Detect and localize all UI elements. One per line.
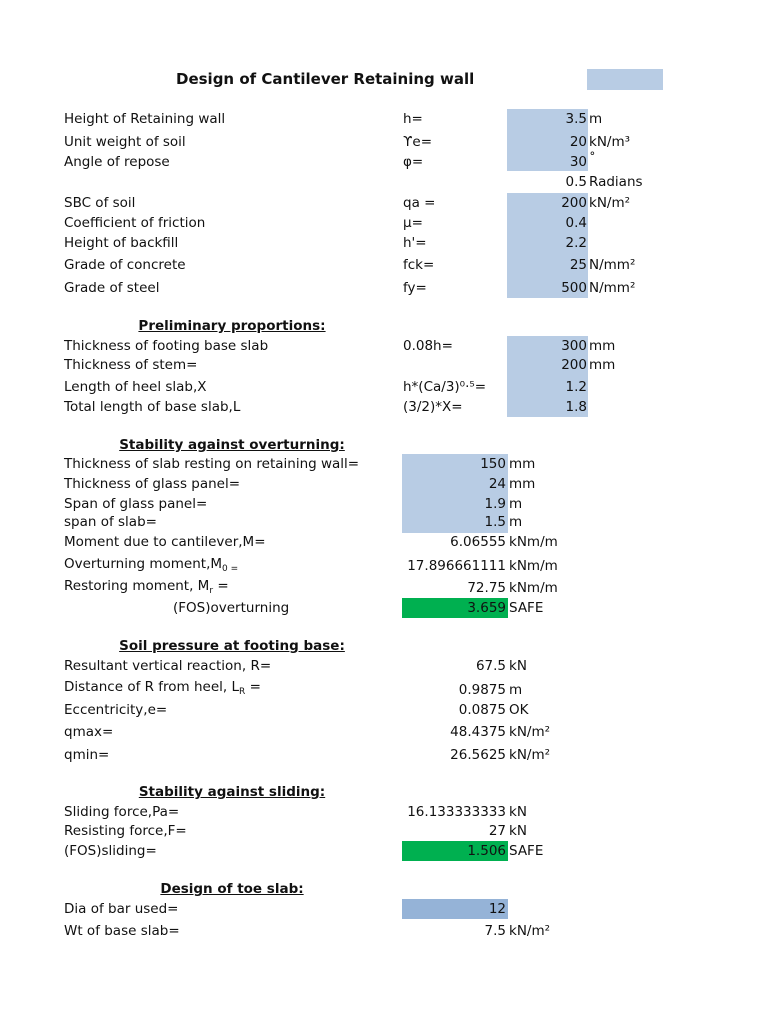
- row-symbol: qa =: [403, 195, 436, 211]
- section-heading: Soil pressure at footing base:: [119, 638, 345, 654]
- row-label: Height of Retaining wall: [64, 111, 226, 127]
- row-value[interactable]: 1.9: [484, 496, 506, 512]
- row-unit: m: [509, 514, 523, 530]
- row-unit: kN: [509, 804, 527, 820]
- row-unit: kNm/m: [509, 534, 558, 550]
- section-heading: Preliminary proportions:: [138, 318, 326, 334]
- row-label: Wt of base slab=: [64, 923, 180, 939]
- row-value[interactable]: 24: [488, 476, 506, 492]
- input-value[interactable]: 200: [561, 195, 587, 211]
- fos-overturning-label: (FOS)overturning: [173, 600, 290, 616]
- row-label: Dia of bar used=: [64, 901, 179, 917]
- restoring-moment-label: [64, 578, 229, 596]
- row-symbol: fck=: [403, 257, 435, 273]
- row-symbol: (3/2)*X=: [403, 399, 463, 415]
- row-symbol: h=: [403, 111, 423, 127]
- distance-subscript: R: [239, 687, 246, 697]
- row-symbol: φ=: [403, 154, 424, 170]
- overturning-moment-subscript: 0 =: [222, 564, 239, 574]
- row-label: span of slab=: [64, 514, 157, 530]
- row-label: Thickness of stem=: [64, 357, 198, 373]
- fos-overturning-status: SAFE: [509, 600, 544, 616]
- row-label: qmin=: [64, 747, 110, 763]
- row-unit: kNm/m: [509, 580, 558, 596]
- overturning-moment-value: 17.896661111: [407, 558, 506, 574]
- row-value[interactable]: 1.8: [565, 399, 587, 415]
- distance-label: [64, 679, 261, 697]
- fos-sliding-label: (FOS)sliding=: [64, 843, 157, 859]
- row-label: Height of backfill: [64, 235, 179, 251]
- section-heading: Stability against sliding:: [138, 784, 326, 800]
- row-unit: kN/m²: [509, 923, 551, 939]
- input-value[interactable]: 2.2: [565, 235, 587, 251]
- row-label: Unit weight of soil: [64, 134, 186, 150]
- row-symbol: fy=: [403, 280, 427, 296]
- row-label: SBC of soil: [64, 195, 136, 211]
- row-value[interactable]: 200: [561, 357, 587, 373]
- row-label: Span of glass panel=: [64, 496, 208, 512]
- distance-value: 0.9875: [458, 682, 506, 698]
- section-heading: Stability against overturning:: [119, 437, 345, 453]
- row-unit: m: [509, 496, 523, 512]
- row-value[interactable]: 300: [561, 338, 587, 354]
- row-unit: mm: [509, 476, 536, 492]
- row-label: Moment due to cantilever,M=: [64, 534, 266, 550]
- row-unit: kN/m²: [509, 747, 551, 763]
- row-symbol: µ=: [403, 215, 423, 231]
- overturning-moment-text: Overturning moment,M: [64, 556, 223, 572]
- row-label: Coefficient of friction: [64, 215, 206, 231]
- row-value: 48.4375: [450, 724, 506, 740]
- row-unit: m: [589, 111, 603, 127]
- distance-suffix: =: [245, 679, 261, 695]
- header-input-cell[interactable]: [587, 69, 663, 90]
- input-value[interactable]: 25: [569, 257, 587, 273]
- row-unit: kN/m²: [589, 195, 631, 211]
- row-value[interactable]: 12: [488, 901, 506, 917]
- input-value[interactable]: 30: [569, 154, 587, 170]
- input-value[interactable]: 0.4: [565, 215, 587, 231]
- row-label: Grade of steel: [64, 280, 160, 296]
- row-label: Thickness of footing base slab: [64, 338, 269, 354]
- restoring-moment-subscript: r: [209, 586, 214, 596]
- row-unit: kNm/m: [509, 558, 558, 574]
- row-symbol: ϒe=: [403, 134, 433, 150]
- restoring-moment-text: Restoring moment, M: [64, 578, 210, 594]
- row-value: 27: [488, 823, 506, 839]
- input-value[interactable]: 20: [569, 134, 587, 150]
- row-symbol: h'=: [403, 235, 427, 251]
- input-value[interactable]: 3.5: [565, 111, 587, 127]
- row-label: Resisting force,F=: [64, 823, 187, 839]
- row-unit: mm: [509, 456, 536, 472]
- row-label: Thickness of slab resting on retaining wall=: [64, 456, 360, 472]
- row-unit: mm: [589, 338, 616, 354]
- row-unit: kN: [509, 823, 527, 839]
- row-unit: kN: [509, 658, 527, 674]
- row-label: Thickness of glass panel=: [64, 476, 241, 492]
- computed-value: 0.5: [565, 174, 587, 190]
- distance-text: Distance of R from heel, L: [64, 679, 240, 695]
- row-unit: N/mm²: [589, 257, 636, 273]
- page-title: Design of Cantilever Retaining wall: [176, 70, 475, 88]
- row-unit: N/mm²: [589, 280, 636, 296]
- row-symbol: h*(Ca/3)⁰·⁵=: [403, 379, 487, 395]
- restoring-moment-value: 72.75: [467, 580, 506, 596]
- row-label: Resultant vertical reaction, R=: [64, 658, 272, 674]
- row-value: 26.5625: [450, 747, 506, 763]
- row-label: qmax=: [64, 724, 114, 740]
- row-label: Sliding force,Pa=: [64, 804, 180, 820]
- row-unit: ˚: [589, 151, 596, 167]
- row-value: 67.5: [475, 658, 506, 674]
- row-symbol: 0.08h=: [403, 338, 453, 354]
- row-value: 7.5: [484, 923, 506, 939]
- row-value: 6.06555: [450, 534, 506, 550]
- row-value[interactable]: 1.2: [565, 379, 587, 395]
- overturning-moment-label: [64, 556, 238, 574]
- row-label: Length of heel slab,X: [64, 379, 207, 395]
- row-value: 16.133333333: [407, 804, 506, 820]
- row-label: Eccentricity,e=: [64, 702, 168, 718]
- row-value: 0.0875: [458, 702, 506, 718]
- row-label: Grade of concrete: [64, 257, 186, 273]
- restoring-moment-suffix: =: [213, 578, 229, 594]
- input-value[interactable]: 500: [561, 280, 587, 296]
- row-unit: m: [509, 682, 523, 698]
- fos-sliding-value: 1.506: [467, 843, 506, 859]
- section-heading: Design of toe slab:: [160, 881, 304, 897]
- row-unit: OK: [509, 702, 529, 718]
- row-unit: kN/m³: [589, 134, 631, 150]
- fos-sliding-status: SAFE: [509, 843, 544, 859]
- row-label: Total length of base slab,L: [64, 399, 241, 415]
- fos-overturning-value: 3.659: [467, 600, 506, 616]
- row-value[interactable]: 150: [480, 456, 506, 472]
- row-unit: mm: [589, 357, 616, 373]
- row-value[interactable]: 1.5: [484, 514, 506, 530]
- row-label: Angle of repose: [64, 154, 170, 170]
- row-unit: Radians: [589, 174, 643, 190]
- row-unit: kN/m²: [509, 724, 551, 740]
